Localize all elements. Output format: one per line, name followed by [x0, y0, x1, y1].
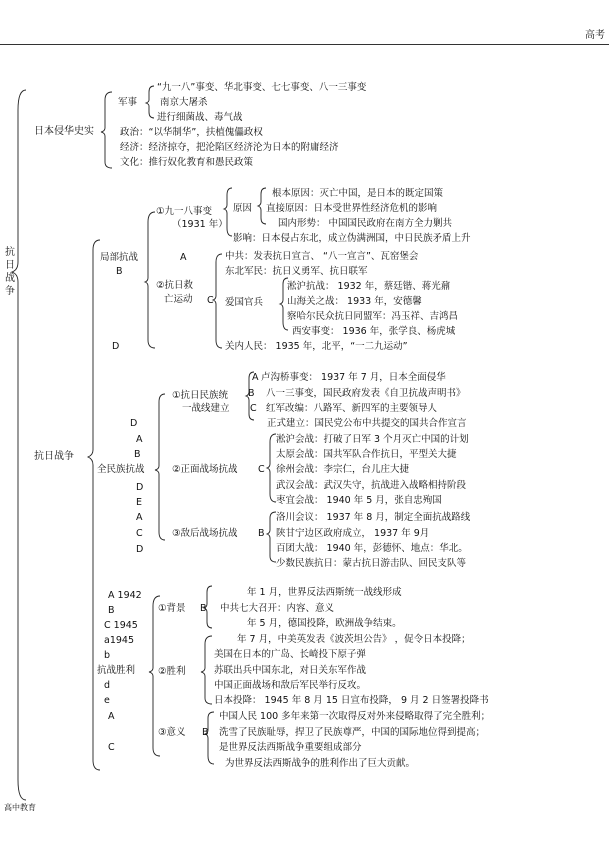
victory-letter: C 1945 — [104, 620, 138, 631]
full-letter: A — [136, 512, 143, 523]
united-item: 八一三事变，国民政府发表《自卫抗战声明书》 — [266, 388, 466, 399]
united-item: 正式建立：国民党公布中共提交的国共合作宣言 — [267, 418, 467, 429]
military-item: 进行细菌战、毒气战 — [157, 112, 243, 123]
rear-item: 陕甘宁边区政府成立， 1937 年 9月 — [276, 528, 430, 539]
officer-item: 山海关之战： 1933 年，安德馨 — [287, 296, 422, 307]
sept18-reason-label: 原因 — [233, 203, 253, 214]
invasion-politics: 政治：“以华制华”，扶植傀儡政权 — [120, 127, 263, 138]
officers-label: 爱国官兵 — [225, 297, 264, 308]
partial-letter: B — [116, 266, 123, 277]
rear-item: 百团大战： 1940 年，彭德怀、地点：华北。 — [276, 543, 468, 554]
invasion-title: 日本侵华史实 — [34, 126, 94, 137]
movement-letter: C — [207, 295, 214, 306]
invasion-economy: 经济：经济掠夺，把沦陷区经济沦为日本的附庸经济 — [120, 142, 339, 153]
united-item: 卢沟桥事变： 1937 年 7 月，日本全面侵华 — [261, 372, 446, 383]
background-item: 年 5 月，德国投降，欧洲战争结束。 — [247, 618, 402, 629]
movement-label: 亡运动 — [164, 294, 193, 305]
victory-letter: C — [108, 742, 115, 753]
background-label: ①背景 — [158, 603, 186, 614]
full-letter: D — [136, 544, 144, 555]
united-item: 红军改编：八路军、新四军的主要领导人 — [266, 403, 438, 414]
frontal-item: 徐州会战：李宗仁，台儿庄大捷 — [276, 464, 410, 475]
footer-label: 高中教育 — [4, 803, 36, 812]
officer-item: 察哈尔民众抗日同盟军：冯玉祥、吉鸿昌 — [287, 311, 459, 322]
rear-item: 洛川会议： 1937 年 8 月，制定全面抗战路线 — [276, 512, 471, 523]
full-letter: B — [134, 449, 141, 460]
win-label: ②胜利 — [158, 666, 186, 677]
meaning-item: 中国人民 100 多年来第一次取得反对外来侵略取得了完全胜利； — [219, 711, 491, 722]
victory-letter: A 1942 — [108, 590, 142, 601]
sept18-label: ①九一八事变 — [156, 206, 213, 217]
frontal-letter: C — [258, 464, 265, 475]
sept18-reason: 国内形势： 中国国民政府在南方全力剿共 — [278, 218, 453, 229]
victory-letter: a1945 — [104, 635, 134, 646]
header-label: 高考 — [585, 30, 605, 41]
meaning-label: ③意义 — [158, 727, 186, 738]
sept18-letter: A — [180, 252, 187, 263]
frontal-item: 淞沪会战：打破了日军 3 个月灭亡中国的计划 — [276, 434, 469, 445]
united-letter: A — [252, 372, 259, 383]
frontal-item: 武汉会战：武汉失守，抗战进入战略相持阶段 — [276, 480, 467, 491]
military-label: 军事 — [118, 97, 138, 108]
victory-letter: b — [104, 650, 111, 661]
united-letter: B — [248, 388, 255, 399]
officer-item: 淞沪抗战： 1932 年，蔡廷锴、蒋光鼐 — [287, 281, 451, 292]
meaning-item: 洗雪了民族耻辱，捍卫了民族尊严，中国的国际地位得到提高； — [219, 727, 486, 738]
sept18-reason: 根本原因：灭亡中国，是日本的既定国策 — [272, 188, 444, 199]
victory-letter: e — [104, 695, 110, 706]
full-letter: A — [136, 434, 143, 445]
root-char: 抗 — [5, 247, 15, 258]
partial-letter: D — [112, 341, 120, 352]
movement-northeast: 东北军民：抗日义勇军、抗日联军 — [225, 266, 368, 277]
victory-letter: B — [108, 605, 115, 616]
invasion-culture: 文化：推行奴化教育和愚民政策 — [120, 157, 254, 168]
win-item: 年 7 月，中美英发表《波茨坦公告》 ，促令日本投降； — [237, 634, 471, 645]
sept18-reason: 直接原因：日本受世界性经济危机的影响 — [266, 203, 438, 214]
frontal-label: ②正面战场抗战 — [172, 464, 238, 475]
victory-letter: A — [108, 711, 115, 722]
sept18-impact: 影响：日本侵占东北，成立伪满洲国，中日民族矛盾上升 — [233, 233, 471, 244]
win-item: 日本投降： 1945 年 8 月 15 日宣布投降， 9 月 2 日签署投降书 — [214, 695, 489, 706]
meaning-letter: B — [202, 727, 209, 738]
full-label: 全民族抗战 — [97, 464, 145, 475]
victory-label: 抗战胜利 — [97, 665, 136, 676]
military-item: “九一八”事变、华北事变、七七事变、八一三事变 — [157, 82, 367, 93]
meaning-item: 为世界反法西斯战争的胜利作出了巨大贡献。 — [225, 758, 416, 769]
frontal-item: 太原会战：国共军队合作抗日，平型关大捷 — [276, 449, 457, 460]
movement-people: 关内人民： 1935 年，北平，“一二九运动” — [225, 341, 408, 352]
full-letter: C — [136, 528, 143, 539]
root-label — [4, 246, 16, 298]
victory-letter: d — [104, 680, 111, 691]
background-item: 中共七大召开：内容、意义 — [220, 603, 335, 614]
meaning-item: 是世界反法西斯战争重要组成部分 — [219, 742, 362, 753]
movement-label: ②抗日救 — [156, 280, 194, 291]
full-letter: D — [136, 482, 144, 493]
war-title: 抗日战争 — [34, 451, 74, 462]
rear-item: 少数民族抗日：蒙古抗日游击队、回民支队等 — [276, 558, 467, 569]
partial-label: 局部抗战 — [100, 252, 139, 263]
united-label: 一战线建立 — [182, 403, 230, 414]
united-label: ①抗日民族统 — [172, 390, 229, 401]
sept18-year: （1931 年） — [172, 219, 228, 230]
frontal-item: 枣宜会战： 1940 年 5 月，张自忠殉国 — [276, 495, 442, 506]
officer-item: 西安事变： 1936 年，张学良、杨虎城 — [292, 326, 456, 337]
win-item: 美国在日本的广岛、长崎投下原子弹 — [214, 649, 367, 660]
movement-ccp: 中共：发表抗日宣言、 “八一宣言”、瓦窑堡会 — [225, 251, 419, 262]
rear-label: ③敌后战场抗战 — [172, 528, 238, 539]
rear-letter: B — [258, 528, 265, 539]
united-letter: C — [250, 403, 257, 414]
win-item: 中国正面战场和敌后军民举行反攻。 — [214, 680, 367, 691]
full-letter: E — [136, 497, 143, 508]
header-rule — [0, 44, 609, 45]
military-item: 南京大屠杀 — [160, 97, 208, 108]
background-letter: B — [200, 603, 207, 614]
full-letter: D — [130, 418, 138, 429]
root-char: 日 — [5, 260, 15, 271]
root-char: 战 — [5, 273, 15, 284]
background-item: 年 1 月，世界反法西斯统一战线形成 — [247, 587, 402, 598]
root-char: 争 — [5, 286, 15, 297]
win-item: 苏联出兵中国东北，对日关东军作战 — [214, 665, 367, 676]
